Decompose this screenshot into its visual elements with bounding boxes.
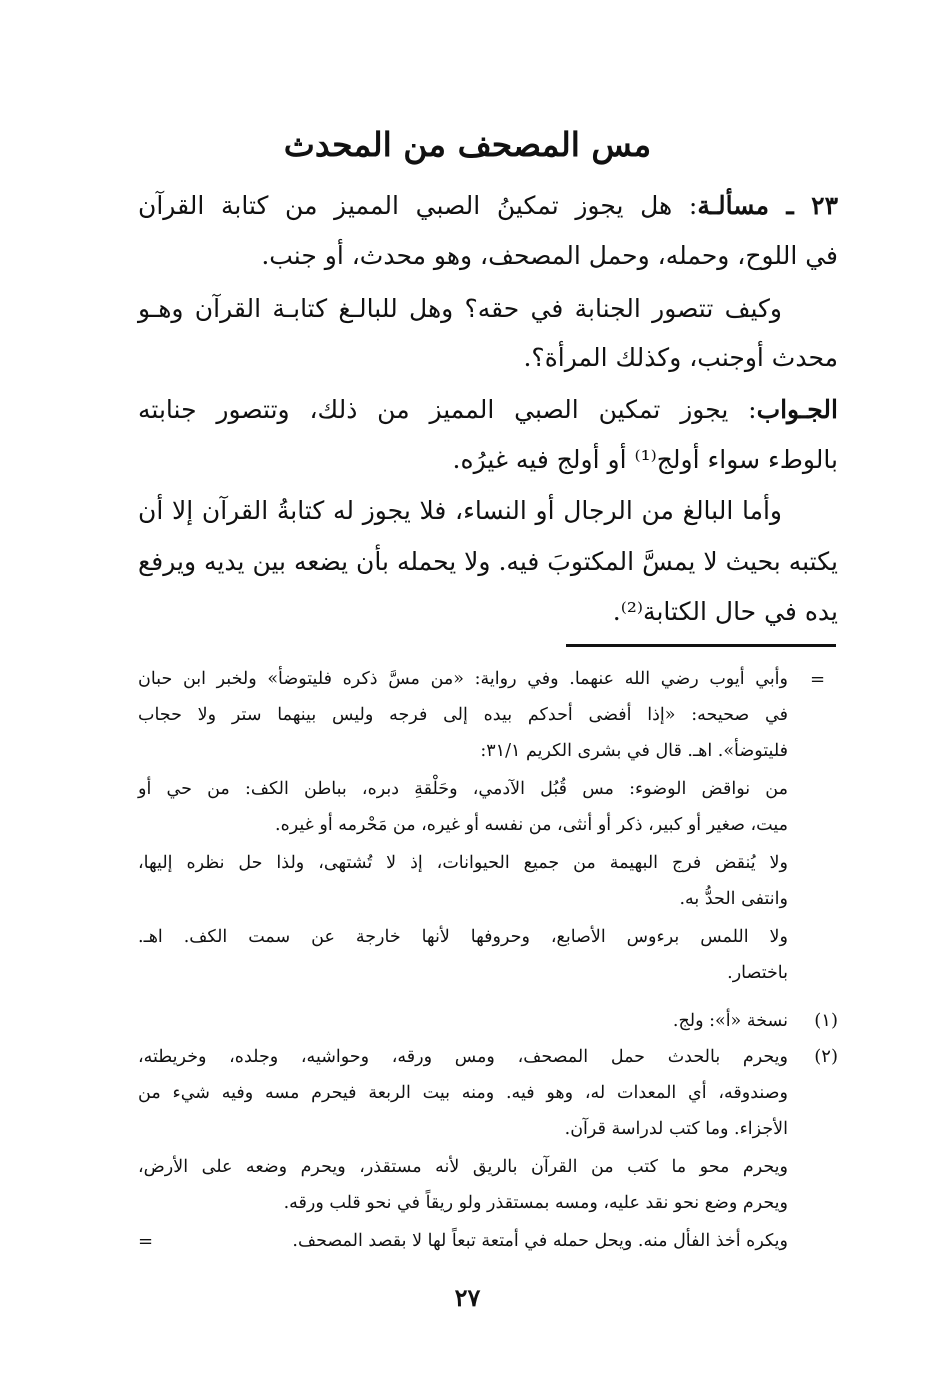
question-label: ٢٣ ـ مسألـة [697, 191, 839, 220]
footnote-2-line: ويحرم محو ما كتب من القرآن بالريق لأنه مستقذر، ويحرم وضعه على الأرض، [138, 1157, 788, 1177]
footnote-1-marker: (١) [814, 1010, 838, 1031]
footnote-separator [566, 644, 836, 647]
question-line-2: في اللوح، وحمله، وحمل المصحف، وهو محدث، أو جنب. [261, 241, 838, 270]
answer-line-2: بالوطء سواء أولج⁽¹⁾ أو أولج فيه غيرُه. [452, 445, 838, 474]
footnote-2-line: ويحرم بالحدث حمل المصحف، ومس ورقه، وحواشيه، وجلده، وخريطته، [138, 1047, 788, 1067]
footnote-line: من نواقض الوضوء: مس قُبُل الآدمي، وحَلْقةِ دبره، بباطن الكف: من حي أو [138, 779, 788, 799]
question-line-3: وكيف تتصور الجنابة في حقه؟ وهل للبالـغ كتابـة القرآن وهـو [138, 294, 782, 323]
footnote-line: باختصار. [727, 963, 788, 983]
page-title: مس المصحف من المحدث [283, 125, 652, 164]
footnote-2-line: ويحرم وضع نحو نقد عليه، ومسه بمستقذر ولو ريقاً في نحو قلب ورقه. [283, 1193, 788, 1213]
question-line-1: ٢٣ ـ مسألـة: هل يجوز تمكينُ الصبي المميز من كتابة القرآن [138, 191, 839, 220]
footnote-2-line: الأجزاء. وما كتب لدراسة قرآن. [564, 1119, 788, 1139]
answer-label: الجـواب [756, 395, 838, 424]
footnote-line: وانتفى الحدُّ به. [679, 889, 788, 909]
answer-line-5: يده في حال الكتابة⁽²⁾. [612, 597, 838, 626]
question-line-4: محدث أوجنب، وكذلك المرأة؟. [523, 343, 838, 372]
footnote-line: في صحيحه: «إذا أفضى أحدكم بيده إلى فرجه وليس بينهما ستر ولا حجاب [138, 705, 788, 725]
answer-line-1: الجـواب: يجوز تمكين الصبي المميز من ذلك، وتتصور جنابته [138, 395, 838, 424]
footnote-1-text: نسخة «أ»: ولج. [672, 1011, 788, 1031]
footnote-line: ولا يُنقض فرج البهيمة من جميع الحيوانات، إذ لا تُشتهى، ولذا حل نظره إليها، [138, 853, 788, 873]
answer-line-4: يكتبه بحيث لا يمسَّ المكتوبَ فيه. ولا يحمله بأن يضعه بين يديه ويرفع [138, 547, 838, 576]
footnote-2-line: ويكره أخذ الفأل منه. ويحل حمله في أمتعة تبعاً لها لا بقصد المصحف. [292, 1231, 788, 1251]
end-continuation-marker: = [138, 1231, 154, 1252]
answer-line-3: وأما البالغ من الرجال أو النساء، فلا يجوز له كتابةُ القرآن إلا أن [138, 496, 782, 525]
continuation-marker: = [810, 669, 826, 690]
footnote-line: ميت، صغير أو كبير، ذكر أو أنثى، من نفسه أو غيره، من مَحْرمه أو غيره. [275, 815, 788, 835]
footnote-2-line: وصندوقه، أي المعدات له، وهو فيه. ومنه بيت الربعة فيحرم مسه وفيه شيء من [138, 1083, 788, 1103]
page-number: ٢٧ [454, 1283, 481, 1312]
footnote-2-marker: (٢) [814, 1046, 838, 1067]
footnote-line: فليتوضأ». اهـ. قال في بشرى الكريم ٣١/١: [480, 741, 788, 761]
footnote-line: ولا اللمس برءوس الأصابع، وحروفها لأنها خارجة عن سمت الكف. اهـ. [138, 927, 788, 947]
footnote-line: وأبي أيوب رضي الله عنهما. وفي رواية: «من مسَّ ذكره فليتوضأ» ولخبر ابن حبان [138, 669, 788, 689]
